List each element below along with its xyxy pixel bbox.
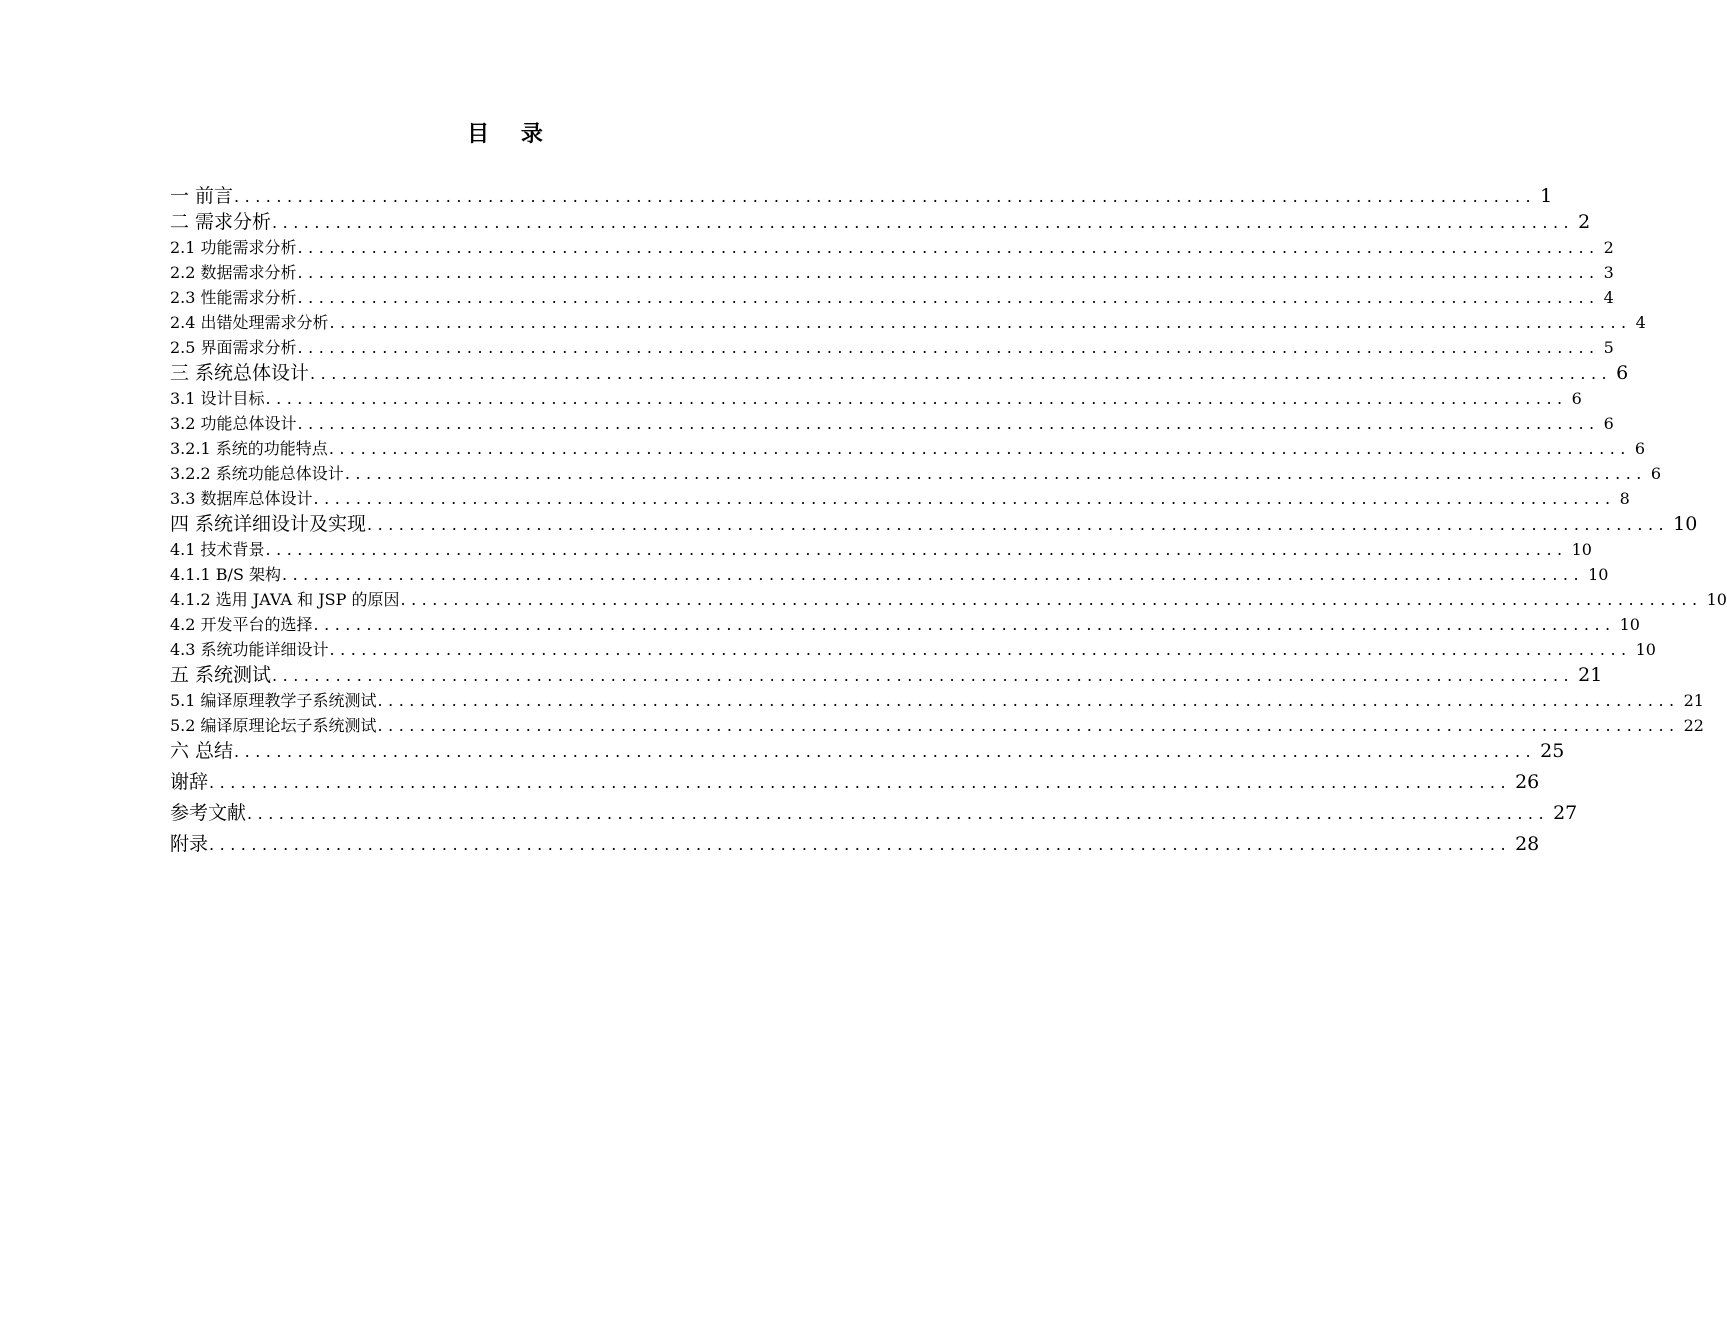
toc-leader-dots: ........................................................................................................................... bbox=[209, 773, 1512, 792]
toc-entry[interactable] bbox=[170, 662, 1603, 688]
toc-entry-label: 4.3 系统功能详细设计 bbox=[170, 640, 329, 659]
toc-entry[interactable] bbox=[170, 831, 1540, 857]
toc-page-number: 4 bbox=[1603, 288, 1614, 307]
toc-leader-dots: ........................................................................................................................... bbox=[313, 615, 1616, 634]
toc-leader-dots: ........................................................................................................................... bbox=[377, 691, 1680, 710]
toc-page-number: 6 bbox=[1650, 464, 1662, 483]
toc-page-number: 10 bbox=[1635, 640, 1656, 659]
toc-entry[interactable] bbox=[170, 235, 1614, 260]
toc-leader-dots: ........................................................................................................................... bbox=[234, 187, 1537, 206]
toc-page-number: 21 bbox=[1578, 664, 1603, 686]
table-of-contents bbox=[170, 183, 1727, 857]
toc-entry[interactable] bbox=[170, 486, 1630, 511]
toc-page-number: 10 bbox=[1571, 540, 1592, 559]
toc-page-number: 10 bbox=[1706, 590, 1727, 609]
toc-entry[interactable] bbox=[170, 537, 1592, 562]
toc-entry[interactable] bbox=[170, 738, 1565, 764]
toc-leader-dots: ........................................................................................................................... bbox=[400, 590, 1703, 609]
toc-page-number: 25 bbox=[1540, 740, 1565, 762]
toc-leader-dots: ........................................................................................................................... bbox=[367, 515, 1670, 534]
toc-entry-label: 2.2 数据需求分析 bbox=[170, 263, 297, 282]
toc-entry[interactable] bbox=[170, 260, 1614, 285]
toc-entry[interactable] bbox=[170, 411, 1614, 436]
toc-entry-label: 4.2 开发平台的选择 bbox=[170, 615, 313, 634]
toc-entry-label: 附录 bbox=[170, 833, 209, 855]
toc-entry-label: 4.1 技术背景 bbox=[170, 540, 265, 559]
toc-entry[interactable] bbox=[170, 769, 1540, 795]
toc-entry[interactable] bbox=[170, 612, 1640, 637]
toc-entry[interactable] bbox=[170, 587, 1727, 612]
toc-page-number: 3 bbox=[1603, 263, 1614, 282]
toc-entry[interactable] bbox=[170, 285, 1614, 310]
toc-entry[interactable] bbox=[170, 713, 1704, 738]
page-title: 目 录 bbox=[467, 122, 555, 147]
toc-leader-dots: ........................................................................................................................... bbox=[297, 238, 1600, 257]
toc-entry-label: 3.1 设计目标 bbox=[170, 389, 265, 408]
toc-entry[interactable] bbox=[170, 688, 1704, 713]
toc-page-number: 10 bbox=[1673, 513, 1698, 535]
toc-entry-label: 一 前言 bbox=[170, 185, 234, 207]
toc-entry-label: 3.2 功能总体设计 bbox=[170, 414, 297, 433]
toc-leader-dots: ........................................................................................................................... bbox=[297, 288, 1600, 307]
toc-leader-dots: ........................................................................................................................... bbox=[297, 414, 1600, 433]
toc-entry-label: 5.2 编译原理论坛子系统测试 bbox=[170, 716, 377, 735]
toc-entry-label: 2.5 界面需求分析 bbox=[170, 338, 297, 357]
toc-entry[interactable] bbox=[170, 511, 1698, 537]
toc-entry-label: 谢辞 bbox=[170, 771, 209, 793]
toc-leader-dots: ........................................................................................................................... bbox=[265, 389, 1568, 408]
toc-page-number: 28 bbox=[1515, 833, 1540, 855]
toc-entry-label: 六 总结 bbox=[170, 740, 234, 762]
toc-page-number: 6 bbox=[1571, 389, 1582, 408]
toc-page-number: 6 bbox=[1634, 439, 1646, 458]
toc-entry-label: 3.2.2 系统功能总体设计 bbox=[170, 464, 344, 483]
toc-entry-label: 三 系统总体设计 bbox=[170, 362, 310, 384]
toc-entry-label: 2.1 功能需求分析 bbox=[170, 238, 297, 257]
toc-entry-label: 3.2.1 系统的功能特点 bbox=[170, 439, 328, 458]
toc-leader-dots: ........................................................................................................................... bbox=[272, 666, 1575, 685]
toc-leader-dots: ........................................................................................................................... bbox=[313, 489, 1616, 508]
toc-page-number: 2 bbox=[1603, 238, 1614, 257]
toc-entry-label: 4.1.2 选用 JAVA 和 JSP 的原因 bbox=[170, 590, 400, 609]
toc-page-number: 5 bbox=[1603, 338, 1614, 357]
toc-entry[interactable] bbox=[170, 461, 1662, 486]
toc-entry[interactable] bbox=[170, 183, 1553, 209]
toc-entry-label: 5.1 编译原理教学子系统测试 bbox=[170, 691, 377, 710]
toc-page-number: 1 bbox=[1540, 185, 1553, 207]
toc-page-number: 6 bbox=[1616, 362, 1629, 384]
toc-page-number: 22 bbox=[1683, 716, 1704, 735]
toc-entry[interactable] bbox=[170, 310, 1646, 335]
toc-page-number: 8 bbox=[1619, 489, 1630, 508]
toc-leader-dots: ........................................................................................................................... bbox=[310, 364, 1613, 383]
toc-leader-dots: ........................................................................................................................... bbox=[297, 263, 1600, 282]
toc-leader-dots: ........................................................................................................................... bbox=[329, 313, 1632, 332]
toc-leader-dots: ........................................................................................................................... bbox=[329, 640, 1632, 659]
toc-leader-dots: ........................................................................................................................... bbox=[297, 338, 1600, 357]
toc-entry-label: 四 系统详细设计及实现 bbox=[170, 513, 367, 535]
toc-entry-label: 3.3 数据库总体设计 bbox=[170, 489, 313, 508]
toc-leader-dots: ........................................................................................................................... bbox=[377, 716, 1680, 735]
toc-leader-dots: ........................................................................................................................... bbox=[265, 540, 1568, 559]
toc-entry-label: 4.1.1 B/S 架构 bbox=[170, 565, 281, 584]
toc-entry-label: 2.4 出错处理需求分析 bbox=[170, 313, 329, 332]
toc-page-number: 6 bbox=[1603, 414, 1614, 433]
toc-leader-dots: ........................................................................................................................... bbox=[282, 565, 1585, 584]
toc-leader-dots: ........................................................................................................................... bbox=[344, 464, 1647, 483]
toc-entry[interactable] bbox=[170, 800, 1578, 826]
toc-entry[interactable] bbox=[170, 637, 1656, 662]
toc-entry[interactable] bbox=[170, 436, 1646, 461]
toc-page-number: 27 bbox=[1553, 802, 1578, 824]
toc-page-number: 26 bbox=[1515, 771, 1540, 793]
toc-entry-label: 二 需求分析 bbox=[170, 211, 272, 233]
toc-entry-label: 五 系统测试 bbox=[170, 664, 272, 686]
toc-entry[interactable] bbox=[170, 360, 1629, 386]
toc-leader-dots: ........................................................................................................................... bbox=[234, 742, 1537, 761]
toc-page-number: 10 bbox=[1588, 565, 1609, 584]
toc-entry-label: 参考文献 bbox=[170, 802, 247, 824]
toc-page-number: 2 bbox=[1578, 211, 1591, 233]
toc-leader-dots: ........................................................................................................................... bbox=[272, 213, 1575, 232]
toc-leader-dots: ........................................................................................................................... bbox=[247, 804, 1550, 823]
toc-page-number: 10 bbox=[1619, 615, 1640, 634]
toc-entry[interactable] bbox=[170, 209, 1591, 235]
toc-entry[interactable] bbox=[170, 386, 1582, 411]
toc-entry-label: 2.3 性能需求分析 bbox=[170, 288, 297, 307]
toc-page-number: 21 bbox=[1683, 691, 1704, 710]
toc-leader-dots: ........................................................................................................................... bbox=[209, 835, 1512, 854]
toc-leader-dots: ........................................................................................................................... bbox=[328, 439, 1631, 458]
toc-entry[interactable] bbox=[170, 335, 1614, 360]
toc-page-number: 4 bbox=[1635, 313, 1646, 332]
toc-entry[interactable] bbox=[170, 562, 1609, 587]
